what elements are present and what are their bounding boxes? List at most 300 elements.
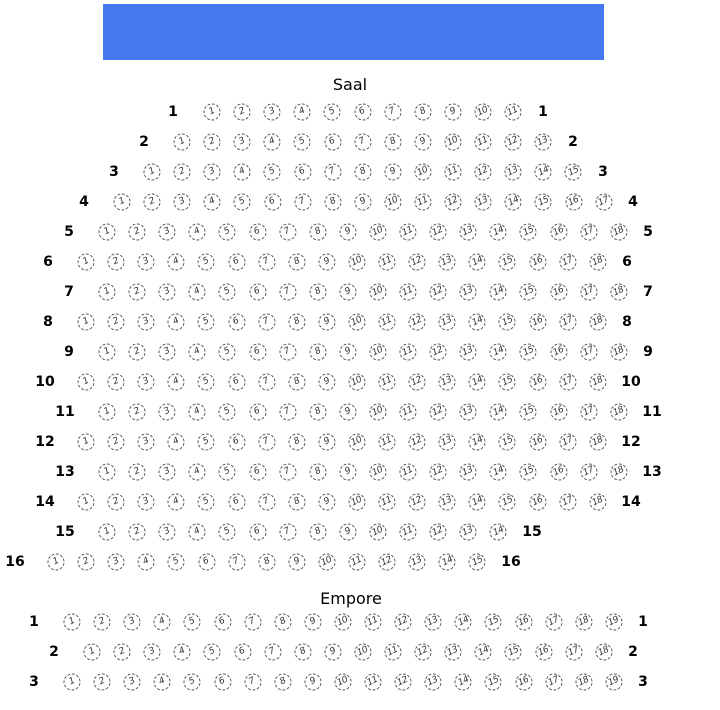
- seat-saal-row-6-17[interactable]: [559, 254, 576, 271]
- seat-empore-row-3-8[interactable]: [274, 674, 291, 691]
- seat-saal-row-14-16[interactable]: [529, 494, 546, 511]
- seat-saal-row-13-1[interactable]: [99, 464, 116, 481]
- seat-saal-row-14-10[interactable]: [348, 494, 365, 511]
- seat-saal-row-10-10[interactable]: [348, 374, 365, 391]
- seat-saal-row-12-5[interactable]: [198, 434, 215, 451]
- seat-saal-row-11-9[interactable]: [339, 404, 356, 421]
- seat-empore-row-1-13[interactable]: [425, 614, 442, 631]
- seat-empore-row-1-1[interactable]: [64, 614, 81, 631]
- seat-saal-row-8-11[interactable]: [379, 314, 396, 331]
- seat-saal-row-16-5[interactable]: [168, 554, 185, 571]
- seat-saal-row-3-3[interactable]: [204, 164, 221, 181]
- seat-saal-row-11-11[interactable]: [400, 404, 417, 421]
- seat-saal-row-5-14[interactable]: [490, 224, 507, 241]
- seat-empore-row-2-10[interactable]: [354, 644, 371, 661]
- seat-saal-row-12-18[interactable]: [589, 434, 606, 451]
- seat-saal-row-9-3[interactable]: [159, 344, 176, 361]
- seat-saal-row-5-11[interactable]: [400, 224, 417, 241]
- seat-saal-row-5-12[interactable]: [430, 224, 447, 241]
- seat-saal-row-6-10[interactable]: [348, 254, 365, 271]
- seat-saal-row-4-12[interactable]: [445, 194, 462, 211]
- seat-saal-row-11-7[interactable]: [279, 404, 296, 421]
- seat-saal-row-3-11[interactable]: [445, 164, 462, 181]
- seat-saal-row-5-18[interactable]: [610, 224, 627, 241]
- seat-saal-row-2-11[interactable]: [475, 134, 492, 151]
- seat-saal-row-6-6[interactable]: [228, 254, 245, 271]
- seat-empore-row-1-7[interactable]: [244, 614, 261, 631]
- seat-empore-row-1-14[interactable]: [455, 614, 472, 631]
- seat-empore-row-1-17[interactable]: [545, 614, 562, 631]
- seat-saal-row-8-18[interactable]: [589, 314, 606, 331]
- seat-saal-row-14-9[interactable]: [318, 494, 335, 511]
- seat-saal-row-13-3[interactable]: [159, 464, 176, 481]
- seat-saal-row-1-2[interactable]: [234, 104, 251, 121]
- seat-saal-row-11-4[interactable]: [189, 404, 206, 421]
- seat-saal-row-14-3[interactable]: [138, 494, 155, 511]
- seat-empore-row-1-5[interactable]: [184, 614, 201, 631]
- seat-saal-row-8-14[interactable]: [469, 314, 486, 331]
- seat-saal-row-16-13[interactable]: [409, 554, 426, 571]
- seat-saal-row-13-6[interactable]: [249, 464, 266, 481]
- seat-empore-row-1-4[interactable]: [154, 614, 171, 631]
- seat-saal-row-3-7[interactable]: [324, 164, 341, 181]
- seat-saal-row-6-3[interactable]: [138, 254, 155, 271]
- seat-saal-row-8-4[interactable]: [168, 314, 185, 331]
- seat-saal-row-14-8[interactable]: [288, 494, 305, 511]
- seat-saal-row-10-13[interactable]: [439, 374, 456, 391]
- seat-empore-row-2-1[interactable]: [84, 644, 101, 661]
- seat-saal-row-11-16[interactable]: [550, 404, 567, 421]
- seat-saal-row-4-15[interactable]: [535, 194, 552, 211]
- seat-saal-row-15-14[interactable]: [490, 524, 507, 541]
- seat-saal-row-16-7[interactable]: [228, 554, 245, 571]
- seat-saal-row-4-14[interactable]: [505, 194, 522, 211]
- seat-empore-row-2-17[interactable]: [565, 644, 582, 661]
- seat-saal-row-7-9[interactable]: [339, 284, 356, 301]
- seat-saal-row-9-16[interactable]: [550, 344, 567, 361]
- seat-saal-row-8-1[interactable]: [78, 314, 95, 331]
- seat-saal-row-5-17[interactable]: [580, 224, 597, 241]
- seat-saal-row-14-17[interactable]: [559, 494, 576, 511]
- seat-saal-row-5-6[interactable]: [249, 224, 266, 241]
- seat-saal-row-2-3[interactable]: [234, 134, 251, 151]
- seat-saal-row-4-10[interactable]: [384, 194, 401, 211]
- seat-saal-row-10-6[interactable]: [228, 374, 245, 391]
- seat-saal-row-5-16[interactable]: [550, 224, 567, 241]
- seat-saal-row-14-18[interactable]: [589, 494, 606, 511]
- seat-saal-row-15-7[interactable]: [279, 524, 296, 541]
- seat-saal-row-12-13[interactable]: [439, 434, 456, 451]
- seat-saal-row-15-6[interactable]: [249, 524, 266, 541]
- seat-saal-row-4-3[interactable]: [174, 194, 191, 211]
- seat-saal-row-4-6[interactable]: [264, 194, 281, 211]
- seat-saal-row-7-14[interactable]: [490, 284, 507, 301]
- seat-saal-row-11-2[interactable]: [129, 404, 146, 421]
- seat-saal-row-2-7[interactable]: [354, 134, 371, 151]
- seat-saal-row-10-14[interactable]: [469, 374, 486, 391]
- seat-saal-row-14-6[interactable]: [228, 494, 245, 511]
- seat-empore-row-3-12[interactable]: [395, 674, 412, 691]
- seat-saal-row-5-2[interactable]: [129, 224, 146, 241]
- seat-saal-row-2-10[interactable]: [444, 134, 461, 151]
- seat-empore-row-3-10[interactable]: [334, 674, 351, 691]
- seat-saal-row-7-17[interactable]: [580, 284, 597, 301]
- seat-saal-row-8-10[interactable]: [348, 314, 365, 331]
- seat-saal-row-15-9[interactable]: [339, 524, 356, 541]
- seat-empore-row-3-14[interactable]: [455, 674, 472, 691]
- seat-saal-row-13-4[interactable]: [189, 464, 206, 481]
- seat-saal-row-8-5[interactable]: [198, 314, 215, 331]
- seat-saal-row-16-3[interactable]: [108, 554, 125, 571]
- seat-saal-row-5-3[interactable]: [159, 224, 176, 241]
- seat-saal-row-3-4[interactable]: [234, 164, 251, 181]
- seat-saal-row-14-12[interactable]: [409, 494, 426, 511]
- seat-saal-row-15-5[interactable]: [219, 524, 236, 541]
- seat-empore-row-3-3[interactable]: [124, 674, 141, 691]
- seat-saal-row-6-4[interactable]: [168, 254, 185, 271]
- seat-empore-row-3-16[interactable]: [515, 674, 532, 691]
- seat-saal-row-9-8[interactable]: [309, 344, 326, 361]
- seat-empore-row-2-4[interactable]: [174, 644, 191, 661]
- seat-saal-row-6-8[interactable]: [288, 254, 305, 271]
- seat-saal-row-4-1[interactable]: [114, 194, 131, 211]
- seat-saal-row-14-13[interactable]: [439, 494, 456, 511]
- seat-saal-row-8-15[interactable]: [499, 314, 516, 331]
- seat-saal-row-8-17[interactable]: [559, 314, 576, 331]
- seat-saal-row-6-16[interactable]: [529, 254, 546, 271]
- seat-saal-row-1-6[interactable]: [354, 104, 371, 121]
- seat-saal-row-2-6[interactable]: [324, 134, 341, 151]
- seat-saal-row-16-15[interactable]: [469, 554, 486, 571]
- seat-saal-row-4-17[interactable]: [595, 194, 612, 211]
- seat-saal-row-16-6[interactable]: [198, 554, 215, 571]
- seat-saal-row-10-15[interactable]: [499, 374, 516, 391]
- seat-saal-row-7-13[interactable]: [460, 284, 477, 301]
- seat-saal-row-15-12[interactable]: [430, 524, 447, 541]
- seat-saal-row-6-5[interactable]: [198, 254, 215, 271]
- seat-saal-row-1-1[interactable]: [204, 104, 221, 121]
- seat-empore-row-1-3[interactable]: [124, 614, 141, 631]
- seat-saal-row-16-4[interactable]: [138, 554, 155, 571]
- seat-saal-row-6-11[interactable]: [379, 254, 396, 271]
- seat-saal-row-5-7[interactable]: [279, 224, 296, 241]
- seat-saal-row-3-12[interactable]: [475, 164, 492, 181]
- seat-saal-row-8-8[interactable]: [288, 314, 305, 331]
- seat-saal-row-1-4[interactable]: [294, 104, 311, 121]
- seat-saal-row-11-12[interactable]: [430, 404, 447, 421]
- seat-saal-row-4-9[interactable]: [354, 194, 371, 211]
- seat-saal-row-8-3[interactable]: [138, 314, 155, 331]
- seat-saal-row-10-11[interactable]: [379, 374, 396, 391]
- seat-saal-row-8-7[interactable]: [258, 314, 275, 331]
- seat-saal-row-4-13[interactable]: [475, 194, 492, 211]
- seat-saal-row-13-10[interactable]: [369, 464, 386, 481]
- seat-saal-row-5-9[interactable]: [339, 224, 356, 241]
- seat-saal-row-12-1[interactable]: [78, 434, 95, 451]
- seat-saal-row-13-16[interactable]: [550, 464, 567, 481]
- seat-empore-row-2-18[interactable]: [595, 644, 612, 661]
- seat-saal-row-5-4[interactable]: [189, 224, 206, 241]
- seat-saal-row-13-14[interactable]: [490, 464, 507, 481]
- seat-empore-row-1-6[interactable]: [214, 614, 231, 631]
- seat-saal-row-4-4[interactable]: [204, 194, 221, 211]
- seat-saal-row-6-2[interactable]: [108, 254, 125, 271]
- seat-empore-row-2-9[interactable]: [324, 644, 341, 661]
- seat-empore-row-3-7[interactable]: [244, 674, 261, 691]
- seat-saal-row-7-15[interactable]: [520, 284, 537, 301]
- seat-saal-row-10-1[interactable]: [78, 374, 95, 391]
- seat-empore-row-1-15[interactable]: [485, 614, 502, 631]
- seat-saal-row-7-12[interactable]: [430, 284, 447, 301]
- seat-saal-row-12-12[interactable]: [409, 434, 426, 451]
- seat-saal-row-1-8[interactable]: [414, 104, 431, 121]
- seat-saal-row-2-13[interactable]: [535, 134, 552, 151]
- seat-saal-row-7-3[interactable]: [159, 284, 176, 301]
- seat-empore-row-2-8[interactable]: [294, 644, 311, 661]
- seat-saal-row-15-3[interactable]: [159, 524, 176, 541]
- seat-saal-row-1-10[interactable]: [474, 104, 491, 121]
- seat-saal-row-3-5[interactable]: [264, 164, 281, 181]
- seat-saal-row-10-5[interactable]: [198, 374, 215, 391]
- seat-saal-row-13-11[interactable]: [400, 464, 417, 481]
- seat-saal-row-11-10[interactable]: [369, 404, 386, 421]
- seat-saal-row-16-8[interactable]: [258, 554, 275, 571]
- seat-saal-row-9-2[interactable]: [129, 344, 146, 361]
- seat-saal-row-16-2[interactable]: [78, 554, 95, 571]
- seat-saal-row-7-6[interactable]: [249, 284, 266, 301]
- seat-saal-row-6-9[interactable]: [318, 254, 335, 271]
- seat-saal-row-10-4[interactable]: [168, 374, 185, 391]
- seat-saal-row-1-11[interactable]: [505, 104, 522, 121]
- seat-saal-row-7-1[interactable]: [99, 284, 116, 301]
- seat-empore-row-2-11[interactable]: [385, 644, 402, 661]
- seat-saal-row-12-14[interactable]: [469, 434, 486, 451]
- seat-saal-row-6-12[interactable]: [409, 254, 426, 271]
- seat-saal-row-14-2[interactable]: [108, 494, 125, 511]
- seat-saal-row-12-16[interactable]: [529, 434, 546, 451]
- seat-saal-row-8-16[interactable]: [529, 314, 546, 331]
- seat-saal-row-13-2[interactable]: [129, 464, 146, 481]
- seat-saal-row-5-13[interactable]: [460, 224, 477, 241]
- seat-saal-row-9-9[interactable]: [339, 344, 356, 361]
- seat-saal-row-9-10[interactable]: [369, 344, 386, 361]
- seat-saal-row-9-5[interactable]: [219, 344, 236, 361]
- seat-empore-row-3-13[interactable]: [425, 674, 442, 691]
- seat-saal-row-2-1[interactable]: [174, 134, 191, 151]
- seat-saal-row-10-3[interactable]: [138, 374, 155, 391]
- seat-saal-row-15-2[interactable]: [129, 524, 146, 541]
- seat-saal-row-12-4[interactable]: [168, 434, 185, 451]
- seat-saal-row-6-15[interactable]: [499, 254, 516, 271]
- seat-saal-row-5-15[interactable]: [520, 224, 537, 241]
- seat-saal-row-14-11[interactable]: [379, 494, 396, 511]
- seat-empore-row-3-19[interactable]: [605, 674, 622, 691]
- seat-saal-row-1-9[interactable]: [444, 104, 461, 121]
- seat-saal-row-12-2[interactable]: [108, 434, 125, 451]
- seat-saal-row-12-7[interactable]: [258, 434, 275, 451]
- seat-saal-row-8-13[interactable]: [439, 314, 456, 331]
- seat-empore-row-3-18[interactable]: [575, 674, 592, 691]
- seat-saal-row-8-9[interactable]: [318, 314, 335, 331]
- seat-saal-row-13-5[interactable]: [219, 464, 236, 481]
- seat-saal-row-6-1[interactable]: [78, 254, 95, 271]
- seat-saal-row-9-7[interactable]: [279, 344, 296, 361]
- seat-saal-row-2-12[interactable]: [505, 134, 522, 151]
- seat-saal-row-12-11[interactable]: [379, 434, 396, 451]
- seat-saal-row-1-5[interactable]: [324, 104, 341, 121]
- seat-saal-row-5-1[interactable]: [99, 224, 116, 241]
- seat-empore-row-2-6[interactable]: [234, 644, 251, 661]
- seat-empore-row-1-10[interactable]: [334, 614, 351, 631]
- seat-saal-row-4-8[interactable]: [324, 194, 341, 211]
- seat-saal-row-15-1[interactable]: [99, 524, 116, 541]
- seat-empore-row-3-11[interactable]: [365, 674, 382, 691]
- seat-empore-row-1-8[interactable]: [274, 614, 291, 631]
- seat-empore-row-1-16[interactable]: [515, 614, 532, 631]
- seat-saal-row-4-7[interactable]: [294, 194, 311, 211]
- seat-saal-row-13-12[interactable]: [430, 464, 447, 481]
- seat-saal-row-11-1[interactable]: [99, 404, 116, 421]
- seat-saal-row-6-7[interactable]: [258, 254, 275, 271]
- seat-saal-row-7-16[interactable]: [550, 284, 567, 301]
- seat-saal-row-6-14[interactable]: [469, 254, 486, 271]
- seat-empore-row-2-12[interactable]: [415, 644, 432, 661]
- seat-saal-row-9-12[interactable]: [430, 344, 447, 361]
- seat-saal-row-12-8[interactable]: [288, 434, 305, 451]
- seat-empore-row-1-12[interactable]: [395, 614, 412, 631]
- seat-empore-row-3-6[interactable]: [214, 674, 231, 691]
- seat-saal-row-10-16[interactable]: [529, 374, 546, 391]
- seat-saal-row-13-7[interactable]: [279, 464, 296, 481]
- seat-saal-row-4-11[interactable]: [415, 194, 432, 211]
- seat-saal-row-3-10[interactable]: [414, 164, 431, 181]
- seat-saal-row-16-10[interactable]: [318, 554, 335, 571]
- seat-saal-row-7-7[interactable]: [279, 284, 296, 301]
- seat-saal-row-6-18[interactable]: [589, 254, 606, 271]
- seat-saal-row-10-17[interactable]: [559, 374, 576, 391]
- seat-saal-row-3-8[interactable]: [354, 164, 371, 181]
- seat-saal-row-9-1[interactable]: [99, 344, 116, 361]
- seat-saal-row-2-2[interactable]: [204, 134, 221, 151]
- seat-saal-row-15-8[interactable]: [309, 524, 326, 541]
- seat-saal-row-3-9[interactable]: [384, 164, 401, 181]
- seat-saal-row-16-9[interactable]: [288, 554, 305, 571]
- seat-saal-row-3-14[interactable]: [535, 164, 552, 181]
- seat-saal-row-4-2[interactable]: [144, 194, 161, 211]
- seat-saal-row-14-1[interactable]: [78, 494, 95, 511]
- seat-saal-row-14-14[interactable]: [469, 494, 486, 511]
- seat-saal-row-9-17[interactable]: [580, 344, 597, 361]
- seat-saal-row-5-5[interactable]: [219, 224, 236, 241]
- seat-empore-row-2-2[interactable]: [114, 644, 131, 661]
- seat-saal-row-5-10[interactable]: [369, 224, 386, 241]
- seat-saal-row-2-8[interactable]: [384, 134, 401, 151]
- seat-empore-row-2-14[interactable]: [475, 644, 492, 661]
- seat-saal-row-13-9[interactable]: [339, 464, 356, 481]
- seat-saal-row-6-13[interactable]: [439, 254, 456, 271]
- seat-saal-row-9-18[interactable]: [610, 344, 627, 361]
- seat-saal-row-14-7[interactable]: [258, 494, 275, 511]
- seat-saal-row-15-4[interactable]: [189, 524, 206, 541]
- seat-saal-row-13-15[interactable]: [520, 464, 537, 481]
- seat-saal-row-9-14[interactable]: [490, 344, 507, 361]
- seat-saal-row-16-11[interactable]: [349, 554, 366, 571]
- seat-saal-row-7-5[interactable]: [219, 284, 236, 301]
- seat-empore-row-3-2[interactable]: [94, 674, 111, 691]
- seat-saal-row-8-12[interactable]: [409, 314, 426, 331]
- seat-empore-row-2-5[interactable]: [204, 644, 221, 661]
- seat-saal-row-3-6[interactable]: [294, 164, 311, 181]
- seat-saal-row-10-18[interactable]: [589, 374, 606, 391]
- seat-saal-row-12-6[interactable]: [228, 434, 245, 451]
- seat-saal-row-9-15[interactable]: [520, 344, 537, 361]
- seat-saal-row-11-3[interactable]: [159, 404, 176, 421]
- seat-saal-row-10-9[interactable]: [318, 374, 335, 391]
- seat-saal-row-9-11[interactable]: [400, 344, 417, 361]
- seat-saal-row-13-13[interactable]: [460, 464, 477, 481]
- seat-saal-row-12-9[interactable]: [318, 434, 335, 451]
- seat-empore-row-3-5[interactable]: [184, 674, 201, 691]
- seat-saal-row-7-11[interactable]: [400, 284, 417, 301]
- seat-saal-row-7-4[interactable]: [189, 284, 206, 301]
- seat-saal-row-5-8[interactable]: [309, 224, 326, 241]
- seat-saal-row-8-2[interactable]: [108, 314, 125, 331]
- seat-saal-row-10-8[interactable]: [288, 374, 305, 391]
- seat-saal-row-15-10[interactable]: [369, 524, 386, 541]
- seat-empore-row-3-17[interactable]: [545, 674, 562, 691]
- seat-saal-row-2-5[interactable]: [294, 134, 311, 151]
- seat-saal-row-14-4[interactable]: [168, 494, 185, 511]
- seat-saal-row-11-18[interactable]: [610, 404, 627, 421]
- seat-empore-row-1-11[interactable]: [365, 614, 382, 631]
- seat-saal-row-16-14[interactable]: [439, 554, 456, 571]
- seat-saal-row-7-2[interactable]: [129, 284, 146, 301]
- seat-saal-row-4-5[interactable]: [234, 194, 251, 211]
- seat-saal-row-9-6[interactable]: [249, 344, 266, 361]
- seat-saal-row-11-14[interactable]: [490, 404, 507, 421]
- seat-saal-row-9-4[interactable]: [189, 344, 206, 361]
- seat-empore-row-3-4[interactable]: [154, 674, 171, 691]
- seat-saal-row-12-10[interactable]: [348, 434, 365, 451]
- seat-saal-row-1-3[interactable]: [264, 104, 281, 121]
- seat-empore-row-1-19[interactable]: [605, 614, 622, 631]
- seat-saal-row-3-2[interactable]: [174, 164, 191, 181]
- seat-empore-row-3-9[interactable]: [304, 674, 321, 691]
- seat-empore-row-2-7[interactable]: [264, 644, 281, 661]
- seat-saal-row-13-17[interactable]: [580, 464, 597, 481]
- seat-saal-row-15-11[interactable]: [400, 524, 417, 541]
- seat-saal-row-11-13[interactable]: [460, 404, 477, 421]
- seat-saal-row-14-5[interactable]: [198, 494, 215, 511]
- seat-saal-row-1-7[interactable]: [384, 104, 401, 121]
- seat-saal-row-13-8[interactable]: [309, 464, 326, 481]
- seat-saal-row-8-6[interactable]: [228, 314, 245, 331]
- seat-empore-row-1-9[interactable]: [304, 614, 321, 631]
- seat-saal-row-10-12[interactable]: [409, 374, 426, 391]
- seat-saal-row-12-15[interactable]: [499, 434, 516, 451]
- seat-saal-row-16-1[interactable]: [48, 554, 65, 571]
- seat-saal-row-11-8[interactable]: [309, 404, 326, 421]
- seat-saal-row-2-4[interactable]: [264, 134, 281, 151]
- seat-empore-row-3-1[interactable]: [64, 674, 81, 691]
- seat-saal-row-9-13[interactable]: [460, 344, 477, 361]
- seat-saal-row-10-7[interactable]: [258, 374, 275, 391]
- seat-saal-row-7-18[interactable]: [610, 284, 627, 301]
- seat-empore-row-3-15[interactable]: [485, 674, 502, 691]
- seat-empore-row-2-15[interactable]: [505, 644, 522, 661]
- seat-saal-row-4-16[interactable]: [565, 194, 582, 211]
- seat-saal-row-3-1[interactable]: [144, 164, 161, 181]
